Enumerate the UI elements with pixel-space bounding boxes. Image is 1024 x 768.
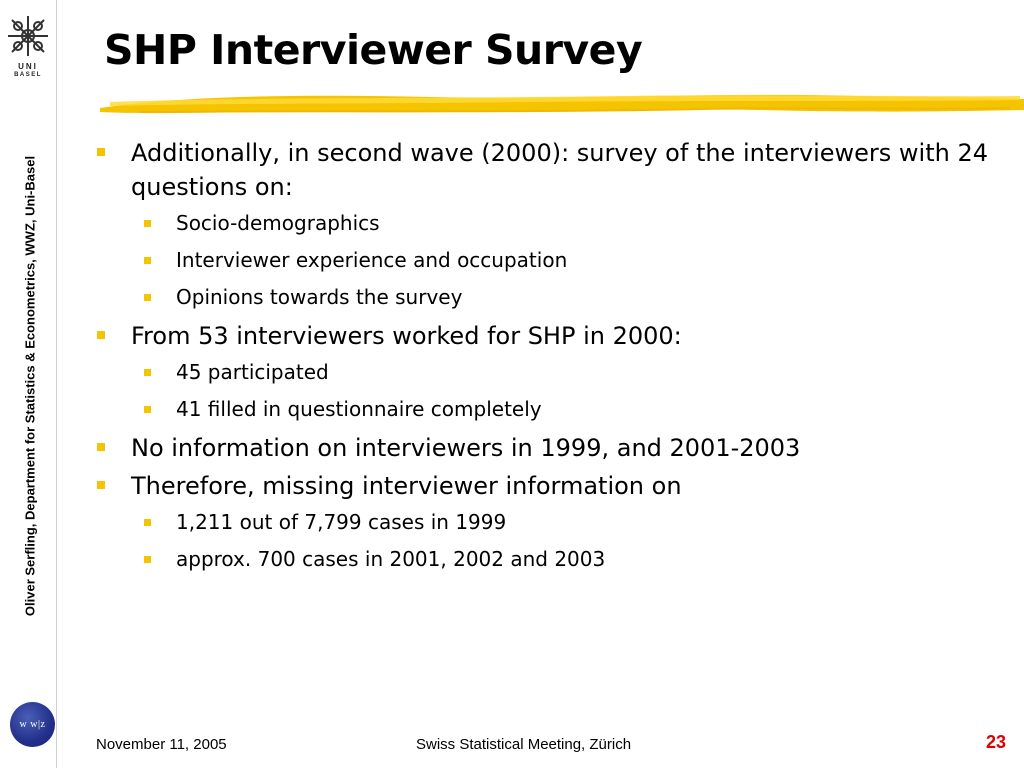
list-item — [96, 469, 1006, 503]
list-item — [96, 208, 1006, 238]
author-credit: Oliver Serfling, Department for Statistics & Econometrics, WWZ, Uni-Basel — [22, 155, 38, 617]
wwz-logo-text: w w|z — [19, 719, 46, 730]
bullet-text: Additionally, in second wave (2000): survey of the interviewers with 24 questions on: — [131, 139, 988, 201]
list-item — [96, 507, 1006, 537]
bullet-square-icon — [144, 294, 151, 301]
wwz-logo-icon — [10, 702, 55, 747]
title-underline-brush — [100, 88, 1024, 120]
bullet-square-icon — [144, 220, 151, 227]
bullet-text: 1,211 out of 7,799 cases in 1999 — [176, 510, 507, 534]
list-item — [96, 319, 1006, 353]
bullet-text: Socio-demographics — [176, 211, 380, 235]
footer-event: Swiss Statistical Meeting, Zürich — [416, 736, 632, 753]
bullet-square-icon — [144, 257, 151, 264]
bullet-square-icon — [97, 443, 105, 451]
bullet-square-icon — [144, 519, 151, 526]
left-sidebar — [0, 0, 57, 768]
list-item — [96, 357, 1006, 387]
bullet-square-icon — [144, 369, 151, 376]
list-item — [96, 431, 1006, 465]
bullet-text: No information on interviewers in 1999, and 2001-2003 — [131, 434, 801, 462]
bullet-square-icon — [97, 148, 105, 156]
slide-title: SHP Interviewer Survey — [104, 26, 643, 74]
bullet-square-icon — [144, 406, 151, 413]
bullet-text: 41 filled in questionnaire completely — [176, 397, 542, 421]
list-item — [96, 544, 1006, 574]
bullet-text: 45 participated — [176, 360, 329, 384]
bullet-list — [96, 136, 1006, 581]
page-number: 23 — [985, 732, 1006, 752]
bullet-square-icon — [97, 481, 105, 489]
list-item — [96, 394, 1006, 424]
bullet-square-icon — [144, 556, 151, 563]
bullet-square-icon — [97, 331, 105, 339]
bullet-text: From 53 interviewers worked for SHP in 2000: — [131, 322, 682, 350]
bullet-text: Opinions towards the survey — [176, 285, 463, 309]
logo-line-basel: BASEL — [14, 72, 42, 78]
uni-basel-snowflake-icon — [6, 14, 50, 60]
uni-basel-logo — [6, 14, 50, 80]
list-item — [96, 136, 1006, 204]
bullet-text: Therefore, missing interviewer information on — [131, 472, 682, 500]
bullet-text: Interviewer experience and occupation — [176, 248, 568, 272]
logo-line-uni: UNI — [18, 62, 38, 71]
footer-date: November 11, 2005 — [96, 736, 227, 753]
bullet-text: approx. 700 cases in 2001, 2002 and 2003 — [176, 547, 606, 571]
list-item — [96, 245, 1006, 275]
list-item — [96, 282, 1006, 312]
